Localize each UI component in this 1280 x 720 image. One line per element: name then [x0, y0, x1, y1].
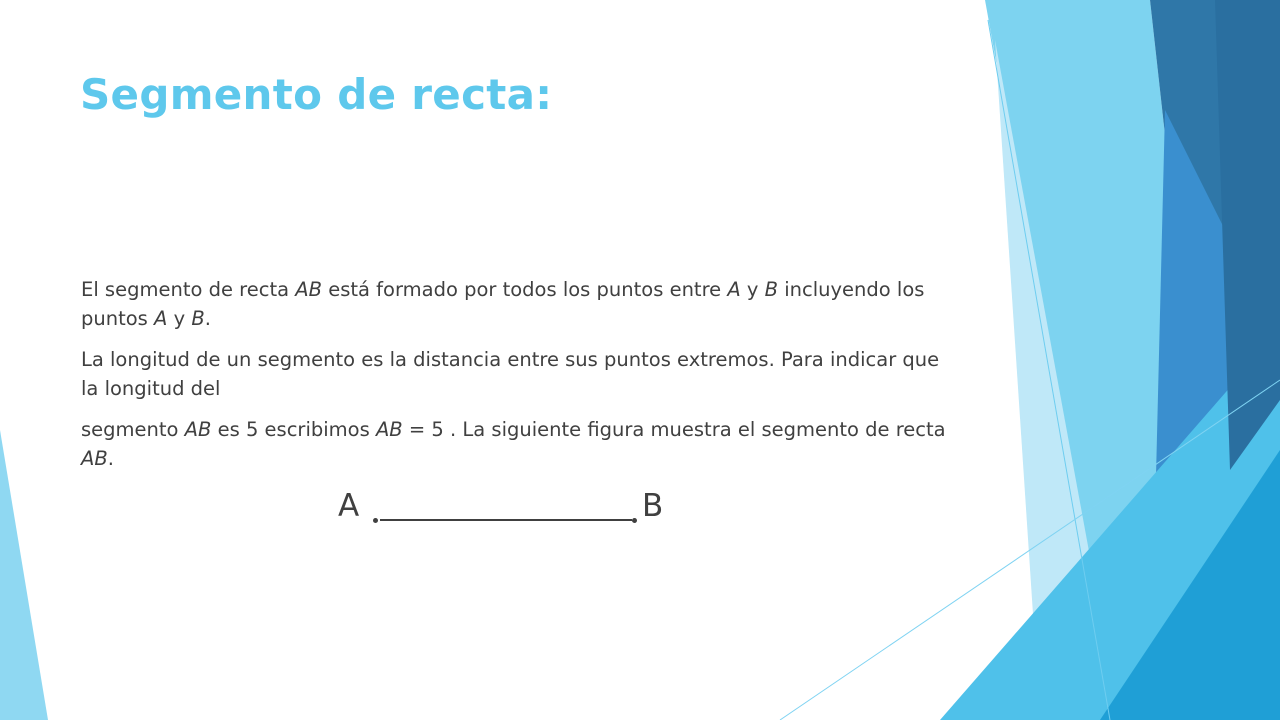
- segment-ab-line: [380, 519, 632, 521]
- text-run: segmento: [81, 418, 185, 441]
- text-run: incluyendo los puntos: [81, 278, 925, 330]
- text-run: y: [740, 278, 765, 301]
- point-b-label: B: [642, 488, 664, 524]
- paragraph-definition: [81, 275, 961, 333]
- math-var: AB: [375, 418, 403, 441]
- text-run: y: [167, 307, 192, 330]
- slide-body: [81, 275, 961, 485]
- math-var: B: [764, 278, 779, 301]
- text-run: = 5 . La siguiente figura muestra el segmento de recta: [402, 418, 946, 441]
- slide-title: Segmento de recta:: [80, 70, 553, 119]
- text-run: es 5 escribimos: [211, 418, 376, 441]
- math-var: AB: [184, 418, 212, 441]
- point-b-dot: [632, 518, 637, 523]
- text-run: está formado por todos los puntos entre: [322, 278, 728, 301]
- segment-figure: [330, 488, 690, 538]
- text-run: .: [107, 447, 114, 470]
- math-var: A: [154, 307, 168, 330]
- math-var: B: [191, 307, 205, 330]
- point-a-label: A: [338, 488, 360, 524]
- text-run: El segmento de recta: [81, 278, 296, 301]
- math-var: AB: [81, 447, 108, 470]
- text-run: .: [204, 307, 211, 330]
- math-var: AB: [295, 278, 322, 301]
- paragraph-notation: [81, 415, 961, 473]
- point-a-dot: [373, 518, 378, 523]
- paragraph-length: La longitud de un segmento es la distancia entre sus puntos extremos. Para indicar que la longitud del: [81, 348, 940, 400]
- left-accent-shape: [0, 430, 48, 720]
- math-var: A: [727, 278, 741, 301]
